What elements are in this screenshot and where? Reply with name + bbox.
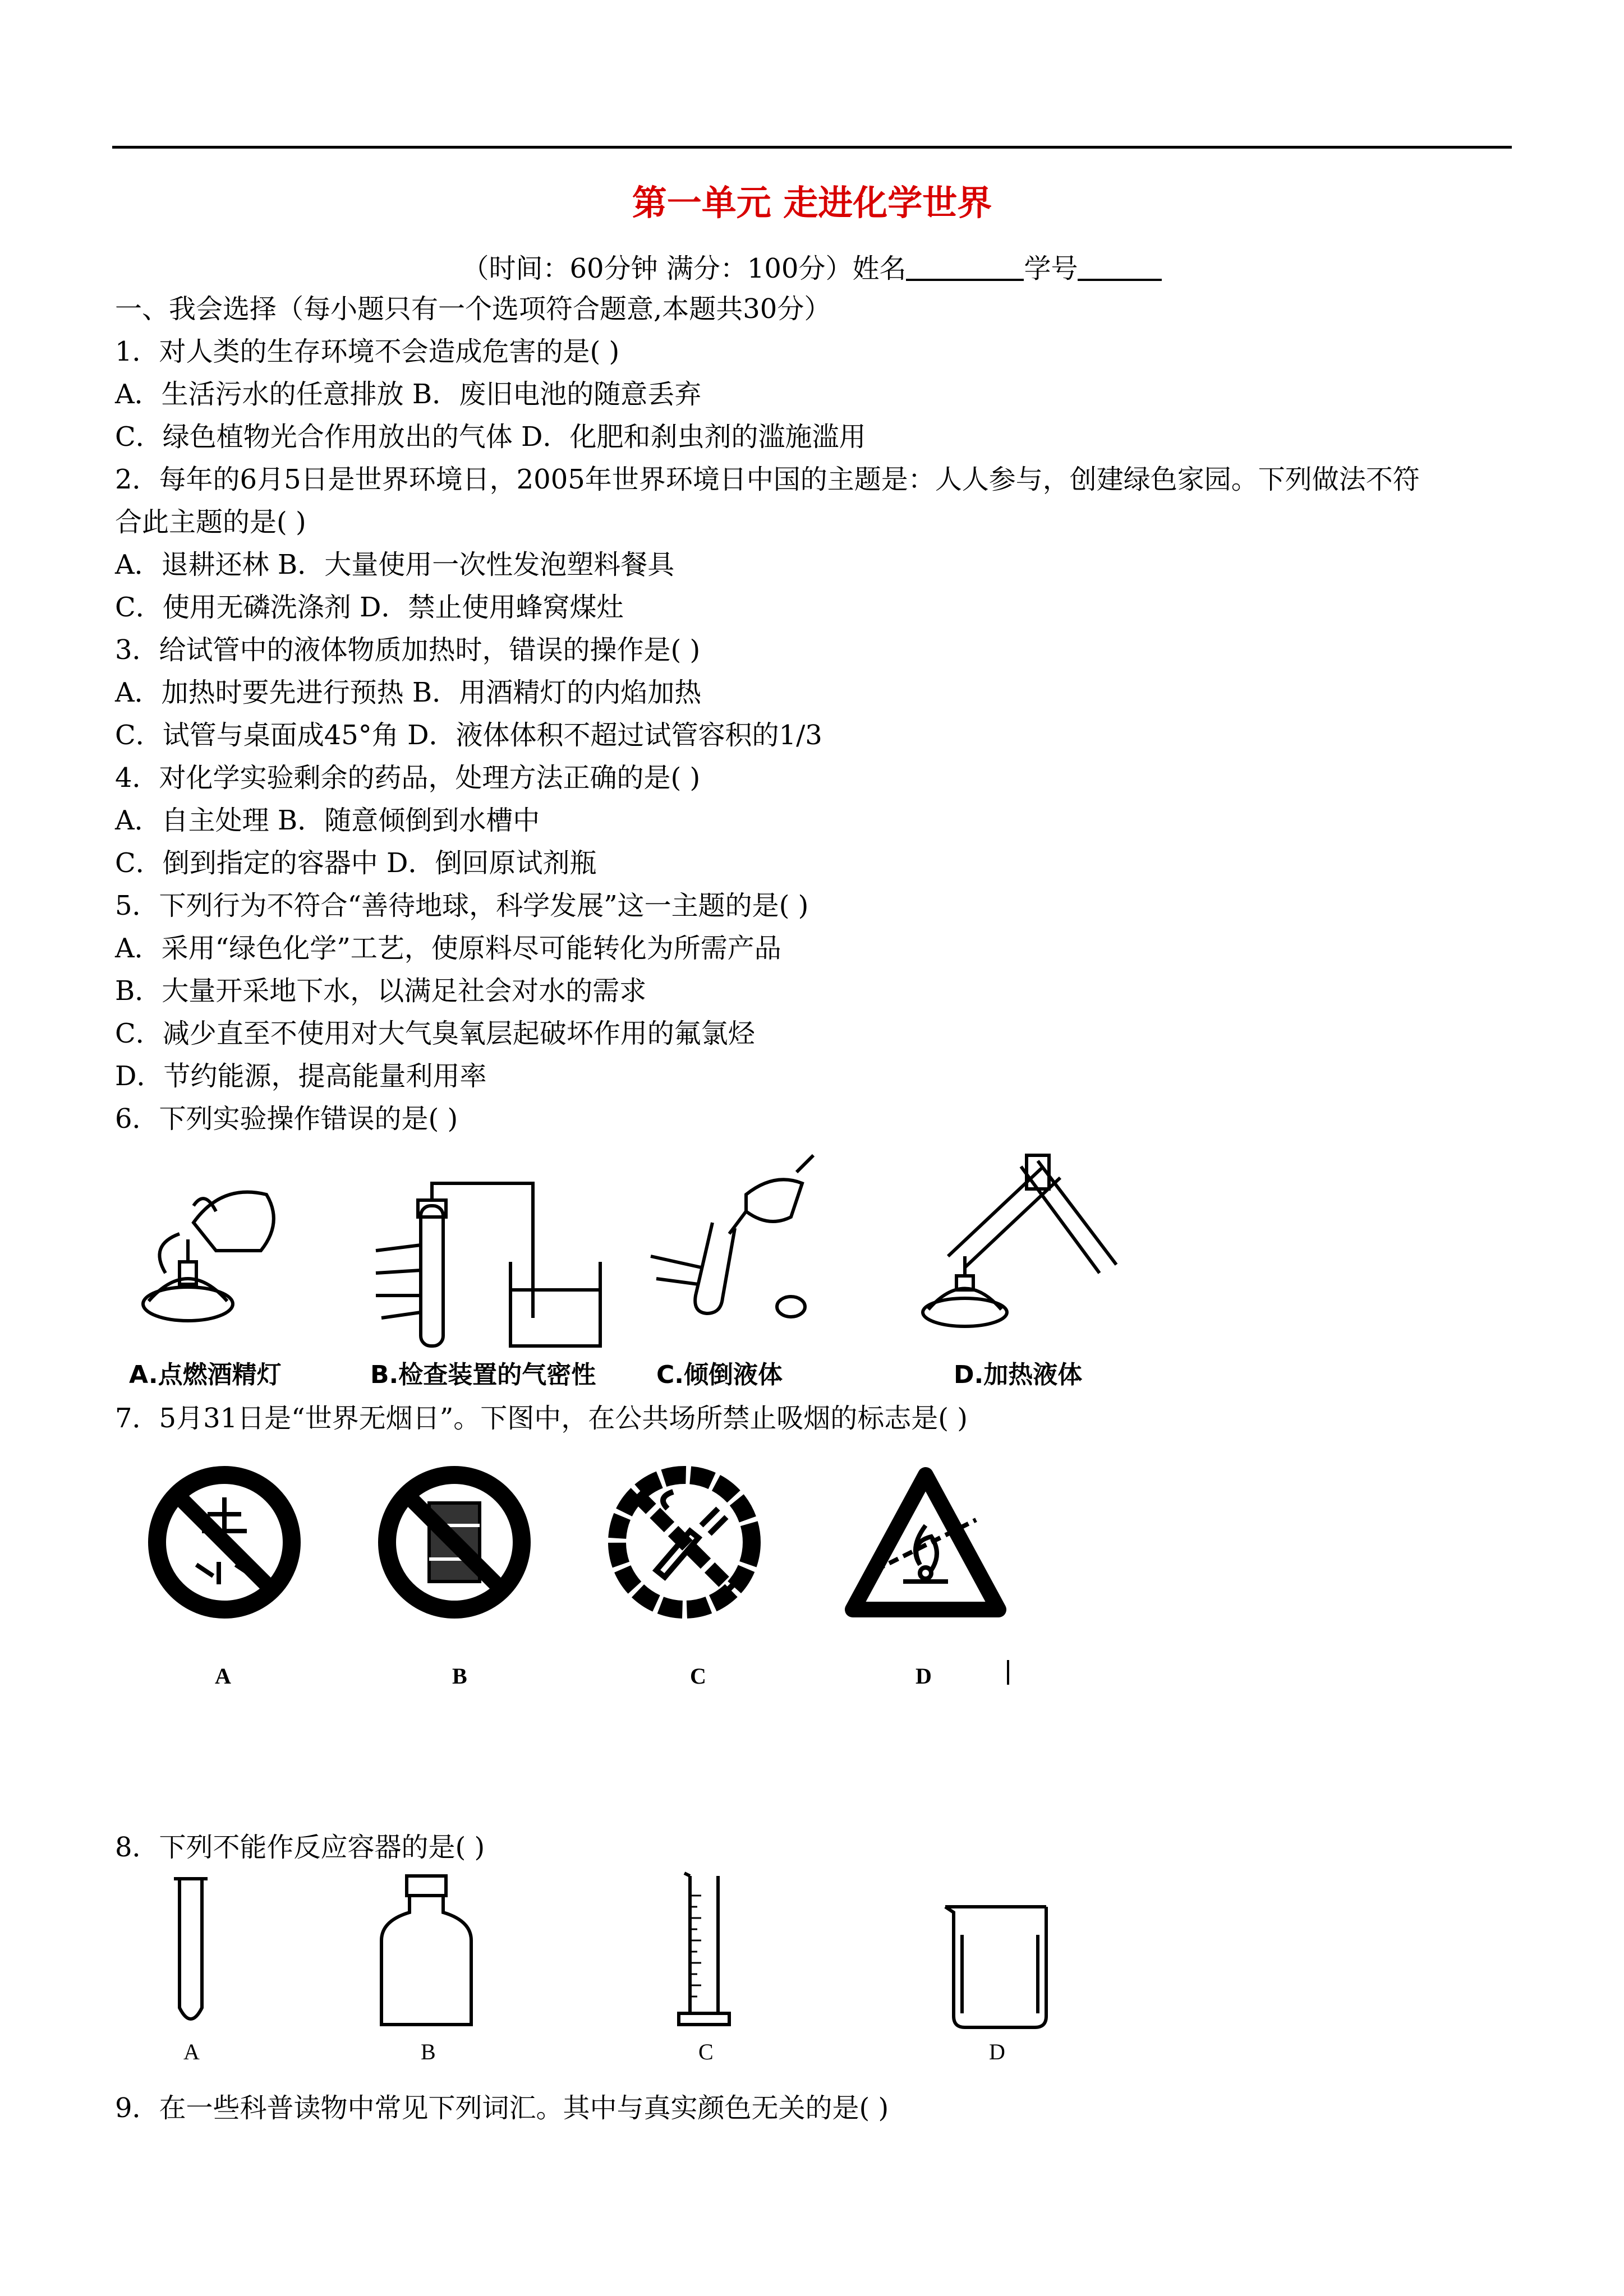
question-4-stem: 4．对化学实验剩余的药品，处理方法正确的是( ) — [115, 762, 701, 794]
name-blank[interactable] — [906, 254, 1024, 281]
question-4-options-ab: A．自主处理 B．随意倾倒到水槽中 — [115, 805, 540, 836]
no-fireworks-sign-icon — [146, 1464, 303, 1621]
q7-label-b: B — [452, 1663, 467, 1689]
question-3-options-cd: C．试管与桌面成45°角 D．液体体积不超过试管容积的1/3 — [115, 720, 822, 751]
beaker-icon — [942, 1901, 1055, 2030]
q6-caption-c: C.倾倒液体 — [656, 1361, 783, 1389]
q8-label-b: B — [421, 2039, 436, 2064]
question-8-stem: 8．下列不能作反应容器的是( ) — [115, 1832, 485, 1863]
question-7-stem: 7．5月31日是“世界无烟日”。下图中，在公共场所禁止吸烟的标志是( ) — [115, 1403, 968, 1434]
exam-header-info — [0, 247, 1624, 285]
question-5-option-c: C．减少直至不使用对大气臭氧层起破坏作用的氟氯烃 — [115, 1018, 755, 1049]
question-9-stem: 9．在一些科普读物中常见下列词汇。其中与真实颜色无关的是( ) — [115, 2092, 889, 2124]
question-5-option-b: B．大量开采地下水，以满足社会对水的需求 — [115, 975, 647, 1007]
page-title: 第一单元 走进化学世界 — [632, 182, 992, 223]
question-5-option-d: D．节约能源，提高能量利用率 — [115, 1061, 487, 1092]
q8-label-c: C — [698, 2039, 714, 2064]
question-5-stem: 5．下列行为不符合“善待地球，科学发展”这一主题的是( ) — [115, 890, 809, 921]
test-tube-icon — [168, 1876, 213, 2033]
question-6-stem: 6．下列实验操作错误的是( ) — [115, 1103, 458, 1135]
question-1-stem: 1．对人类的生存环境不会造成危害的是( ) — [115, 336, 620, 367]
question-4-options-cd: C．倒到指定的容器中 D．倒回原试剂瓶 — [115, 847, 597, 879]
flammable-warning-sign-icon — [841, 1458, 1010, 1626]
q7-label-c: C — [690, 1663, 706, 1689]
graduated-cylinder-icon — [676, 1873, 732, 2030]
airtightness-check-figure — [365, 1178, 634, 1346]
stray-mark — [1007, 1660, 1009, 1685]
pouring-liquid-figure — [645, 1150, 825, 1329]
question-3-stem: 3．给试管中的液体物质加热时，错误的操作是( ) — [115, 634, 701, 666]
section-heading: 一、我会选择（每小题只有一个选项符合题意,本题共30分） — [115, 293, 831, 325]
q6-caption-a: A.点燃酒精灯 — [129, 1361, 282, 1389]
question-2-stem-line2: 合此主题的是( ) — [115, 506, 306, 538]
question-1-options-ab: A．生活污水的任意排放 B．废旧电池的随意丢弃 — [115, 379, 702, 410]
no-oil-barrel-sign-icon — [376, 1464, 533, 1621]
question-2-stem-line1: 2．每年的6月5日是世界环境日，2005年世界环境日中国的主题是：人人参与，创建绿色家园。下列做法不符 — [115, 464, 1420, 495]
wide-mouth-bottle-icon — [376, 1873, 477, 2030]
question-5-option-a: A．采用“绿色化学”工艺，使原料尽可能转化为所需产品 — [115, 933, 781, 964]
exam-info-text: （时间：60分钟 满分：100分）姓名 — [462, 253, 907, 284]
lighting-alcohol-lamp-figure — [126, 1172, 295, 1340]
q8-label-a: A — [183, 2039, 200, 2064]
question-3-options-ab: A．加热时要先进行预热 B．用酒精灯的内焰加热 — [115, 677, 702, 708]
q8-label-d: D — [989, 2039, 1005, 2064]
q6-caption-b: B.检查装置的气密性 — [370, 1361, 596, 1389]
question-1-options-cd: C．绿色植物光合作用放出的气体 D．化肥和刹虫剂的滥施滥用 — [115, 421, 866, 453]
top-rule — [112, 146, 1512, 149]
id-label: 学号 — [1024, 253, 1078, 284]
q7-label-d: D — [915, 1663, 932, 1689]
heating-liquid-figure — [898, 1144, 1133, 1335]
question-2-options-ab: A．退耕还林 B．大量使用一次性发泡塑料餐具 — [115, 549, 675, 580]
q7-label-a: A — [215, 1663, 231, 1689]
id-blank[interactable] — [1078, 254, 1162, 281]
no-smoking-sign-icon — [606, 1464, 763, 1621]
question-2-options-cd: C．使用无磷洗涤剂 D．禁止使用蜂窝煤灶 — [115, 592, 624, 623]
q6-caption-d: D.加热液体 — [954, 1361, 1083, 1389]
